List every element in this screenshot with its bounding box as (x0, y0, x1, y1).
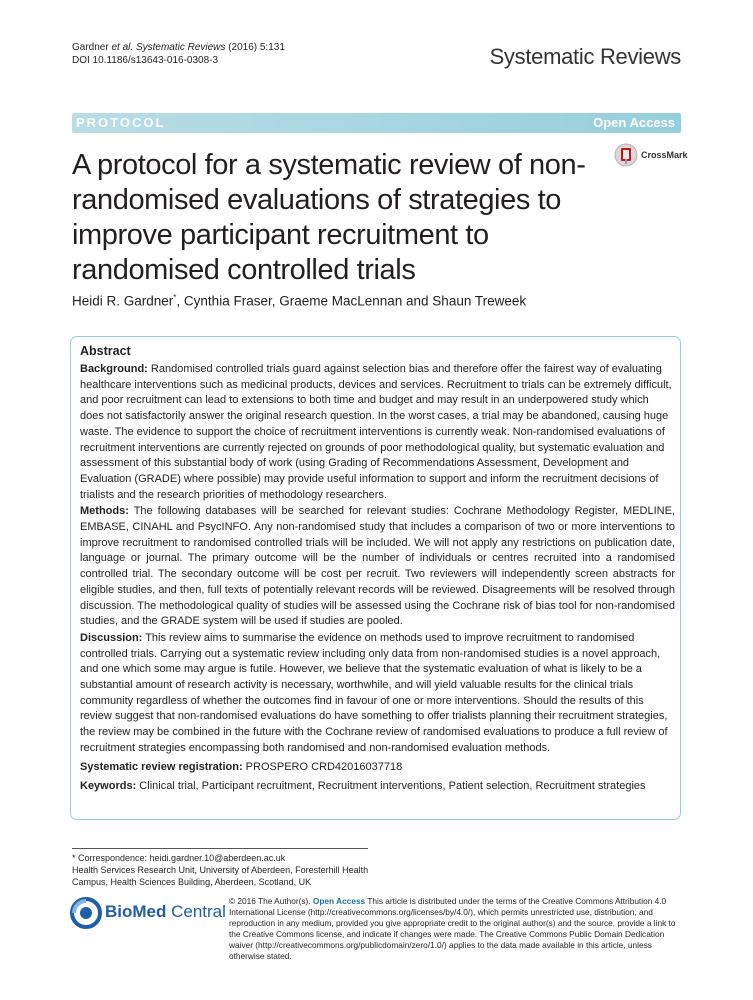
citation-header (72, 41, 285, 67)
open-access-label: Open Access (593, 115, 675, 130)
copyright: © 2016 The Author(s). (229, 896, 313, 906)
discussion-label: Discussion: (80, 631, 143, 644)
keywords-text: Clinical trial, Participant recruitment, Recruitment interventions, Patient selection, Recruitment strategies (136, 780, 646, 793)
crossmark-label: CrossMark (641, 150, 688, 160)
methods-text: The following databases will be searched for relevant studies: Cochrane Methodology Register, MEDLINE, EMBASE, CINAHL and PsycINFO. Any non-randomised study that includes a comparison of two or more interventions to improve recruitment to randomised controlled trials will be included. We will not apply any restrictions on publication date, language or journal. The primary outcome will be the number of individuals or centres recruited into a randomised controlled trial. The secondary outcome will be cost per recruit. Two reviewers will independently screen abstracts for eligible studies, and then, full texts of potentially relevant records will be reviewed. Disagreements will be resolved through discussion. The methodological quality of studies will be assessed using the Cochrane risk of bias tool for non-randomised studies, and the GRADE system will be used if studies are pooled. (80, 505, 675, 628)
citation-line (72, 41, 285, 54)
affiliation-line-2: Campus, Health Sciences Building, Aberdeen, Scotland, UK (72, 877, 312, 887)
background-label: Background: (80, 363, 148, 375)
logo-central: Central (166, 902, 226, 921)
footnote (72, 852, 368, 888)
crossmark-badge[interactable] (614, 143, 686, 169)
license-text (229, 896, 681, 961)
biomed-central-wordmark (105, 902, 226, 922)
affiliation-line-1: Health Services Research Unit, University of Aberdeen, Foresterhill Health (72, 865, 369, 875)
citation-author: Gardner (72, 42, 109, 53)
footnote-divider (72, 848, 368, 849)
logo-biomed: BioMed (105, 902, 167, 921)
registration-text: PROSPERO CRD42016037718 (242, 760, 403, 773)
abstract-methods (80, 504, 675, 630)
author-rest: , Cynthia Fraser, Graeme MacLennan and Shaun Treweek (176, 293, 527, 309)
citation-year-volume: (2016) 5:131 (228, 42, 285, 53)
keywords-label: Keywords: (80, 780, 137, 793)
biomed-central-logo (70, 897, 226, 931)
biomed-central-icon (70, 897, 102, 929)
doi[interactable]: DOI 10.1186/s13643-016-0308-3 (72, 55, 219, 66)
article-type-banner (72, 113, 681, 133)
article-title: A protocol for a systematic review of non-randomised evaluations of strategies to improve participant recruitment to randomised controlled trials (72, 149, 586, 286)
corresponding-mark: * (173, 293, 177, 302)
abstract-discussion (80, 631, 675, 757)
citation-journal: Systematic Reviews (135, 42, 226, 53)
abstract-box (70, 336, 681, 820)
crossmark-icon (614, 143, 638, 167)
journal-name: Systematic Reviews (489, 44, 681, 69)
registration-label: Systematic review registration: (80, 760, 243, 773)
abstract-heading: Abstract (80, 344, 131, 358)
abstract-keywords (80, 779, 675, 795)
discussion-text: This review aims to summarise the evidence on methods used to improve recruitment to randomised controlled trials. Carrying out a systematic review including only data from non-randomised studies is a novel approach, and one which some may argue is futile. However, we believe that the systematic evaluation of what is likely to be a substantial amount of research activity is necessary, worthwhile, and will yield valuable results for the clinical trials community regardless of whether the outcomes find in favour of one or more interventions. Should the results of this review suggest that non-randomised evaluations do have something to offer trialists planning their recruitment strategies, the review may be combined in the future with the Cochrane review of randomised evaluations to produce a full review of recruitment strategies encompassing both randomised and non-randomised evaluation methods. (80, 631, 668, 754)
abstract-background (80, 362, 675, 503)
license-body: This article is distributed under the terms of the Creative Commons Attribution 4.0 International License (http://creativecommons.org/licenses/by/4.0/), which permits unrestricted use, distribution, and reproduction in any medium, provided you give appropriate credit to the original author(s) and the source, provide a link to the Creative Commons license, and indicate if changes were made. The Creative Commons Public Domain Dedication waiver (http://creativecommons.org/publicdomain/zero/1.0/) applies to the data made available in this article, unless otherwise stated. (229, 896, 676, 961)
abstract-registration (80, 760, 675, 776)
author-first[interactable]: Heidi R. Gardner (72, 293, 174, 309)
author-list (72, 293, 526, 309)
license-open-access: Open Access (312, 896, 366, 906)
correspondence[interactable]: * Correspondence: heidi.gardner.10@aberdeen.ac.uk (72, 853, 286, 863)
background-text: Randomised controlled trials guard against selection bias and therefore offer the fairest way of evaluating healthcare interventions such as medicinal products, devices and services. Recruitment to trials can be extremely difficult, and poor recruitment can lead to extensions to both time and budget and may result in an underpowered study which does not satisfactorily answer the original research question. In the worst cases, a trial may be abandoned, causing huge waste. The evidence to support the choice of recruitment interventions is currently weak. Non-randomised evaluations of recruitment interventions are currently rejected on grounds of poor methodological quality, but systematic evaluation and assessment of this substantial body of work (using Grading of Recommendations Assessment, Development and Evaluation (GRADE) where possible) may provide useful information to support and inform the recruitment decisions of trialists and the research priorities of methodology researchers. (80, 363, 672, 501)
citation-et-al: et al. (111, 42, 134, 53)
article-type-label: PROTOCOL (76, 115, 166, 130)
methods-label: Methods: (80, 505, 129, 518)
